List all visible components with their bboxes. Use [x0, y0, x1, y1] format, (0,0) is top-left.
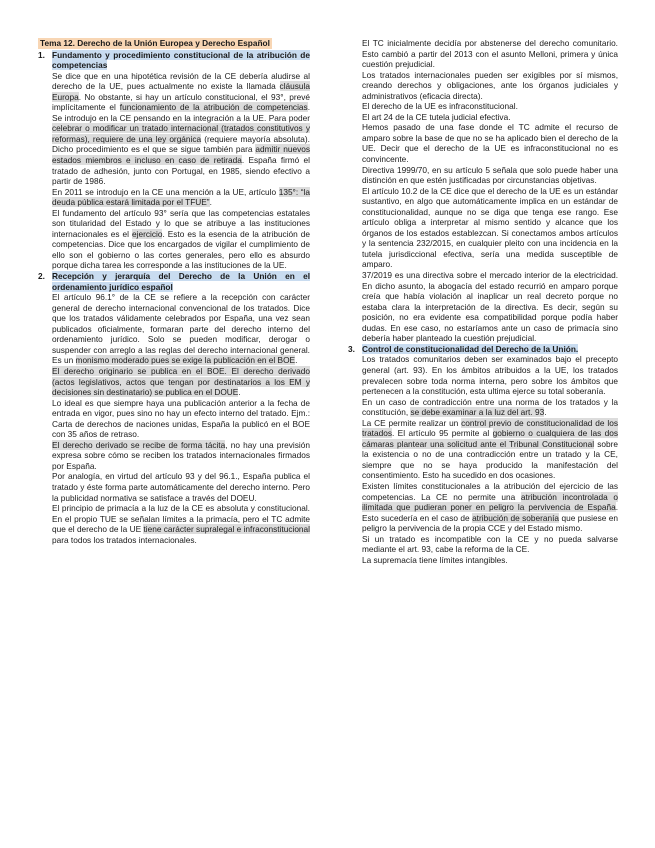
text: . Esto sucedería en el caso de: [362, 502, 618, 523]
paragraph: [52, 440, 310, 472]
text: En un caso de contradicción entre una norma de los tratados y la constitución,: [362, 396, 618, 418]
text: . Se introdujo en la CE pensando en la integración a la UE. Para poder: [52, 102, 310, 123]
section-1-title: Fundamento y procedimiento constitucional de la atribución de competencias: [52, 49, 310, 71]
text: (requiere mayoría absoluta). Dicho procedimiento es el que se sigue también para: [52, 133, 310, 155]
text: El fundamento del artículo 93° sería que las competencias estatales son titularidad del Estado y lo que se atribuye a las instituciones internacionales es el: [52, 207, 310, 239]
left-column: [38, 38, 310, 545]
text: El principio de primacía a la luz de la CE es absoluta y constitucional. En el propio TUE se señalan límites a la primacía, pero el TC admite que el derecho de la UE: [52, 503, 310, 535]
paragraph: [52, 292, 310, 366]
text: Se dice que en una hipotética revisión de la CE debería aludirse al derecho de la UE, pues actualmente no existe la llamada: [52, 70, 310, 92]
paragraph: El TC inicialmente decidía por abstenerse del derecho comunitario. Esto cambió a partir del 2013 con el asunto Melloni, primera y única cuestión prejudicial.: [362, 38, 618, 70]
highlight: monismo moderado pues se exige la publicación en el BOE: [75, 355, 296, 366]
highlight: El derecho derivado se recibe de forma tácita: [52, 439, 226, 450]
paragraph: 37/2019 es una directiva sobre el mercado interior de la electricidad. En dicho asunto, la abogacía del estado recurrió en amparo porque creía que había violación al inaplicar un real decreto porque no estaba clara la interpretación de la directiva. Es decir, según su posición, no era evidente esa compatibilidad porque podía haber dudas. En ese caso, no estaríamos ante un caso de primacía sino debería haber planteado la cuestión prejudicial.: [362, 270, 618, 344]
text: que pusiese en peligro la pervivencia de la propia CCE y del Estado mismo.: [362, 512, 618, 534]
paragraph: [362, 418, 618, 481]
text: . No obstante, si hay un artículo constitucional, el 93°, prevé implícitamente el: [52, 91, 310, 113]
text: . El artículo 95 permite al: [391, 428, 493, 439]
highlight: control previo de constitucionalidad de los tratados: [362, 417, 618, 439]
section-3-number: 3.: [348, 343, 355, 354]
section-3-heading: [348, 344, 618, 355]
text: .: [295, 355, 298, 366]
highlight: ejercicio: [132, 228, 163, 239]
paragraph: [52, 366, 310, 398]
text: .: [209, 197, 212, 208]
section-3-title: Control de constitucionalidad del Derecho de la Unión.: [362, 343, 579, 354]
text: El artículo 96.1° de la CE se refiere a la recepción con carácter general de derecho internacional convencional de los tratados. Dice que los tratados válidamente celebrados por España, una vez sean publicados oficialmente, formaran parte del derecho interno del ordenamiento jurídico. Solo se pueden modificar, derogar o suspender con arreglo a las reglas del derecho internacional general. Es un: [52, 292, 310, 366]
section-1-heading: [38, 50, 310, 71]
text: . España firmó el tratado de adhesión, junto con Portugal, en 1985, siendo efectivo a partir de 1986.: [52, 155, 310, 187]
paragraph: [52, 503, 310, 545]
text: En 2011 se introdujo en la CE una mención a la UE, artículo: [52, 186, 279, 197]
highlight: admitir nuevos estados miembros e incluso en caso de retirada: [52, 144, 310, 166]
paragraph: [362, 481, 618, 534]
text: .: [238, 387, 241, 398]
text: , no hay una previsión expresa sobre cómo se reciben los tratados internacionales firmados por España.: [52, 439, 310, 471]
paragraph: El artículo 10.2 de la CE dice que el derecho de la UE es un estándar sustantivo, en algo que automáticamente implica en un estándar de constitucionalidad, aunque no se diga que tenga ese rango. Ese artículo obliga a interpretar al mismo sentido y alcance que los órganos de los estados establezcan. Si conectamos ambos artículos y la sentencia 232/2015, en cualquier pleito con una incidencia en la tutela jurisdiccional efectiva, sería una medida susceptible de amparo.: [362, 185, 618, 270]
highlight: El derecho originario se publica en el BOE. El derecho derivado (actos legislativos, actos que tengan por destinatarios a los EM y decisiones sin destinatario) se publica en el DOUE: [52, 365, 310, 398]
paragraph: [52, 71, 310, 187]
paragraph: Si un tratado es incompatible con la CE y no pueda salvarse mediante el art. 93, cabe la reforma de la CE.: [362, 533, 618, 555]
text: sobre la existencia o no de una contradicción entre un tratado y la CE, siempre que no se haya producido la manifestación del consentimiento. Esto ha sucedido en dos ocasiones.: [362, 438, 618, 481]
text: . Esto es la esencia de la atribución de competencias. Dice que los encargados de vigilar el cumplimiento de ello son el gobierno o las cortes generales, pero ello es absurdo porque dicha tarea les corresponde a las instituciones de la UE.: [52, 228, 310, 271]
paragraph: Los tratados internacionales pueden ser exigibles por sí mismos, creando derechos y obligaciones, ante los órganos judiciales y administrativos (eficacia directa).: [362, 69, 618, 101]
paragraph: El art 24 de la CE tutela judicial efectiva.: [362, 111, 511, 122]
text: .: [544, 407, 547, 418]
paragraph: El derecho de la UE es infraconstitucional.: [362, 101, 518, 112]
paragraph: Hemos pasado de una fase donde el TC admite el recurso de amparo sobre la base de que no se ha aplicado bien el derecho de la UE. Decir que el derecho de la UE es infraconstitucional no es convincente.: [362, 122, 618, 165]
section-2-number: 2.: [38, 271, 45, 282]
text: para todos los tratados internacionales.: [52, 534, 197, 545]
highlight: gobierno o cualquiera de las dos cámaras plantear una solicitud ante el Tribunal Constitucional: [362, 428, 618, 449]
document-title: Tema 12. Derecho de la Unión Europea y Derecho Español: [40, 38, 270, 48]
paragraph: Directiva 1999/70, en su artículo 5 señala que solo puede haber una distinción en que estén justificadas por circunstancias objetivas.: [362, 164, 618, 186]
right-column: [348, 38, 618, 565]
section-1-number: 1.: [38, 49, 45, 60]
paragraph: [52, 187, 310, 208]
text: La CE permite realizar un: [362, 417, 462, 428]
paragraph: Los tratados comunitarios deben ser examinados bajo el precepto general (art. 93). En los ámbitos atribuidos a la UE, los tratados prevalecen sobre toda norma interna, pero sobre los ámbitos que pertenecen a la constitución, esta ultima ejerce su total soberanía.: [362, 354, 618, 397]
highlight: atribución incontrolada o ilimitada que pudieran poner en peligro la pervivencia de España: [362, 491, 619, 513]
highlight: 135°: “la deuda pública estará limitada por el TFUE”: [52, 186, 310, 208]
highlight: atribución de soberanía: [472, 512, 560, 523]
section-2-heading: [38, 271, 310, 292]
highlight: funcionamiento de la atribución de competencias: [119, 102, 308, 113]
section-2-title: Recepción y jerarquía del Derecho de la Unión en el ordenamiento jurídico español: [52, 271, 310, 292]
paragraph: [362, 397, 618, 418]
highlight: cláusula Europa: [52, 81, 310, 102]
paragraph: Lo ideal es que siempre haya una publicación anterior a la fecha de entrada en vigor, pues sino no hay un efecto interno del tratado. Ejm.: Carta de derechos de naciones unidas, España la publicó en el BOE con 35 años de retraso.: [52, 397, 310, 440]
paragraph: [52, 208, 310, 271]
highlight: tiene carácter supralegal e infraconstitucional: [143, 524, 310, 535]
highlight: se debe examinar a la luz del art. 93: [410, 407, 545, 418]
paragraph: La supremacía tiene límites intangibles.: [362, 554, 508, 565]
text: Existen límites constitucionales a la atribución del ejercicio de las competencias. La CE no permite una: [362, 480, 618, 502]
paragraph: Por analogía, en virtud del artículo 93 y del 96.1., España publica el tratado y éste forma parte automáticamente del derecho interno. Pero la publicidad normativa se satisface a través del DOEU.: [52, 471, 310, 503]
highlight: celebrar o modificar un tratado internacional (tratados constitutivos y reformas), requiere de una ley orgánica: [52, 123, 310, 144]
